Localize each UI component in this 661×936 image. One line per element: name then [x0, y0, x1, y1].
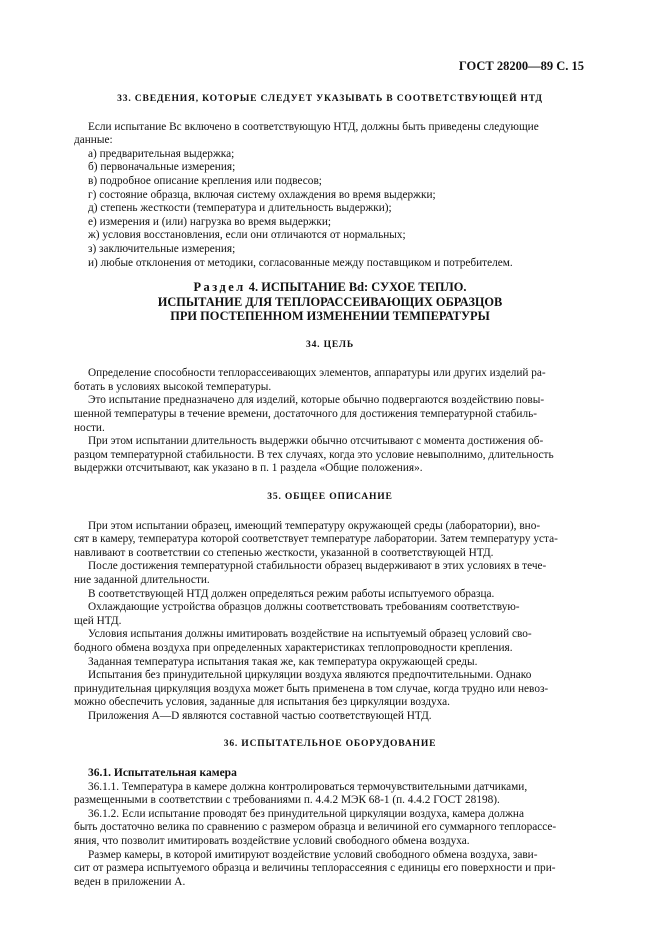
list-item: з) заключительные измерения; [88, 242, 236, 255]
text-line: При этом испытании длительность выдержки обычно отсчитывают с момента достижения об- [88, 435, 544, 448]
paragraph [74, 710, 586, 724]
text-line: размещенными в соответствии с требованиями п. 4.4.2 МЭК 68-1 (п. 4.4.2 ГОСТ 28198). [74, 794, 500, 807]
paragraph [74, 367, 586, 394]
text-line: 36.1.1. Температура в камере должна контролироваться термочувствительными датчиками, [88, 780, 528, 793]
list-item: е) измерения и (или) нагрузка во время выдержки; [88, 215, 331, 228]
text-line: шенной температуры в течение времени, достаточного для достижения температурной стабиль- [74, 408, 538, 420]
text-line: бодного обмена воздуха при определенных характеристиках теплопроводности крепления. [74, 641, 513, 654]
text-line: щей НТД. [74, 614, 122, 627]
section-33-title: 33. СВЕДЕНИЯ, КОТОРЫЕ СЛЕДУЕТ УКАЗЫВАТЬ В СООТВЕТСТВУЮЩЕЙ НТД [117, 93, 543, 104]
page-header: ГОСТ 28200—89 С. 15 [458, 59, 584, 73]
text-line: ние заданной длительности. [74, 573, 210, 586]
page-content [74, 92, 586, 889]
text-line: ботать в условиях высокой температуры. [74, 380, 272, 393]
part-4-heading [74, 280, 586, 324]
part-4-line1: 4. ИСПЫТАНИЕ Bd: СУХОЕ ТЕПЛО. [245, 280, 467, 295]
list-item: б) первоначальные измерения; [88, 161, 236, 174]
text-line: можно обеспечить условия, заданные для испытания без циркуляции воздуха. [74, 696, 450, 709]
part-4-label: Раздел [193, 280, 246, 295]
section-35-title: 35. ОБЩЕЕ ОПИСАНИЕ [267, 490, 393, 502]
paragraph [74, 781, 586, 808]
text-line: Заданная температура испытания такая же, как температура окружающей среды. [88, 655, 478, 668]
text-line: навливают в соответствии со степенью жесткости, указанной в соответствующей НТД. [74, 546, 494, 559]
paragraph [74, 601, 586, 628]
subsection-36-1-title: 36.1. Испытательная камера [88, 767, 237, 780]
section-34-title: 34. ЦЕЛЬ [305, 338, 355, 350]
text-line: Это испытание предназначено для изделий, которые обычно подвергаются воздействию повы- [88, 394, 545, 407]
text-line: Размер камеры, в которой имитируют воздействие условий свободного обмена воздуха, зави- [88, 848, 538, 861]
text-line: 36.1.2. Если испытание проводят без принудительной циркуляции воздуха, камера должна [88, 807, 524, 820]
paragraph [74, 435, 586, 476]
text-line: При этом испытании образец, имеющий температуру окружающей среды (лаборатории), вно- [88, 519, 541, 532]
text-line: Приложения А—D являются составной частью соответствующей НТД. [88, 709, 432, 722]
list-item: а) предварительная выдержка; [88, 147, 235, 160]
paragraph [74, 669, 586, 710]
text-line: После достижения температурной стабильности образец выдерживают в этих условиях в тече- [88, 560, 547, 573]
text-line: сят в камеру, температура которой соответствует температуре лаборатории. Затем температуру уста- [74, 533, 558, 546]
paragraph [74, 808, 586, 849]
part-4-line3: ПРИ ПОСТЕПЕННОМ ИЗМЕНЕНИИ ТЕМПЕРАТУРЫ [170, 309, 490, 324]
list-item: г) состояние образца, включая систему охлаждения во время выдержки; [88, 188, 436, 201]
paragraph [74, 849, 586, 890]
paragraph [74, 520, 586, 561]
section-33-intro-line: Если испытание Вс включено в соответствующую НТД, должны быть приведены следующие [88, 120, 539, 133]
part-4-line2: ИСПЫТАНИЕ ДЛЯ ТЕПЛОРАССЕИВАЮЩИХ ОБРАЗЦОВ [157, 294, 503, 309]
list-item: в) подробное описание крепления или подвесов; [88, 174, 322, 187]
text-line: принудительная циркуляция воздуха может быть применена в том случае, когда трудно или невоз- [74, 682, 549, 695]
paragraph [74, 588, 586, 602]
paragraph [74, 628, 586, 655]
text-line: веден в приложении А. [74, 875, 186, 888]
text-line: выдержки отсчитывают, как указано в п. 1 раздела «Общие положения». [74, 462, 423, 475]
section-33-list [74, 148, 586, 270]
list-item: д) степень жесткости (температура и длительность выдержки); [88, 202, 392, 215]
text-line: яния, что позволит имитировать воздействие условий свободного обмена воздуха. [74, 835, 470, 848]
text-line: сит от размера испытуемого образца и величины теплорассеяния с единицы его поверхности и при- [74, 862, 556, 875]
paragraph [74, 656, 586, 670]
text-line: быть достаточно велика по сравнению с размером образца и величиной его суммарного теплорассе- [74, 821, 557, 834]
text-line: В соответствующей НТД должен определяться режим работы испытуемого образца. [88, 587, 495, 600]
text-line: ности. [74, 421, 105, 434]
text-line: разцом температурной стабильности. В тех случаях, когда это условие невыполнимо, длительность [74, 448, 554, 461]
list-item: и) любые отклонения от методики, согласованные между поставщиком и потребителем. [88, 256, 513, 269]
paragraph [74, 394, 586, 435]
text-line: Охлаждающие устройства образцов должны соответствовать требованиям соответствую- [88, 601, 520, 614]
text-line: Условия испытания должны имитировать воздействие на испытуемый образец условий сво- [88, 628, 532, 641]
paragraph [74, 560, 586, 587]
section-33-intro [74, 121, 586, 148]
section-33-intro-line: данные: [74, 134, 113, 147]
section-36-title: 36. ИСПЫТАТЕЛЬНОЕ ОБОРУДОВАНИЕ [223, 738, 437, 750]
list-item: ж) условия восстановления, если они отличаются от нормальных; [88, 229, 406, 242]
text-line: Испытания без принудительной циркуляции воздуха являются предпочтительными. Однако [88, 669, 532, 682]
text-line: Определение способности теплорассеивающих элементов, аппаратуры или других изделий ра- [88, 367, 546, 380]
